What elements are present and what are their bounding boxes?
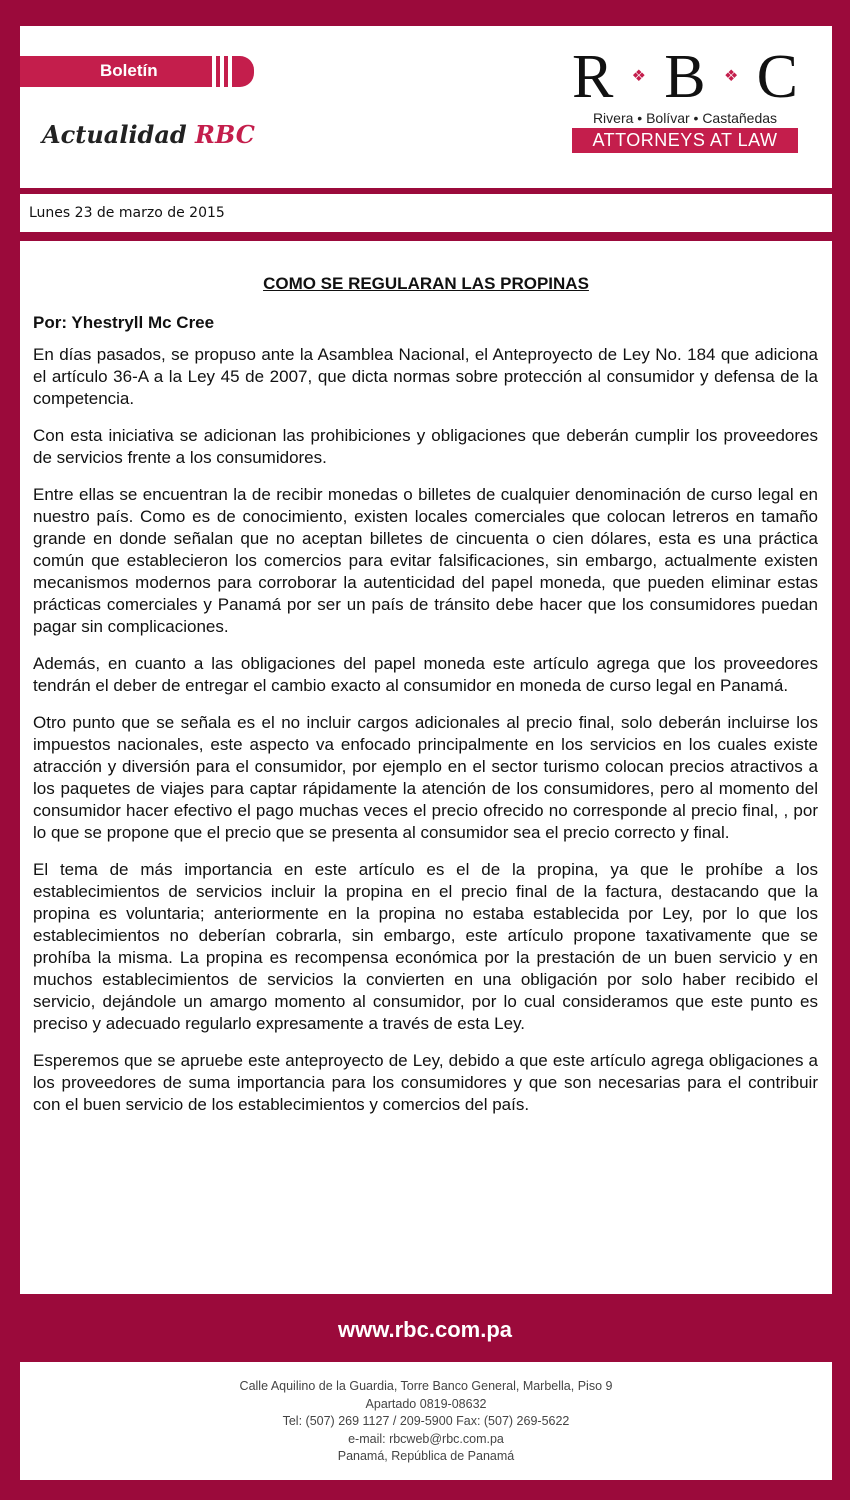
footer-email[interactable]: e-mail: rbcweb@rbc.com.pa — [348, 1431, 504, 1446]
article-title: COMO SE REGULARAN LAS PROPINAS — [263, 274, 589, 293]
contact-footer — [20, 1362, 832, 1480]
logo-letter-c: C — [756, 43, 798, 111]
logo-letter-r: R — [572, 43, 614, 111]
article-paragraph: Además, en cuanto a las obligaciones del papel moneda este artículo agrega que los proveedores tendrán el deber de entregar el cambio exacto al consumidor en moneda de curso legal en Panamá. — [33, 654, 818, 695]
rbc-logo — [572, 43, 798, 153]
article-paragraph: El tema de más importancia en este artículo es el de la propina, ya que le prohíbe a los establecimientos de servicios incluir la propina en el precio final de la factura, destacando que la propina es voluntaria; anteriormente en la propina no estaba establecida por Ley, por lo que los establecimientos no deberían cobrarla, sin embargo, este artículo propone taxativamente que se prohíba la misma. La propina es recompensa económica por la prestación de un buen servicio y en muchos establecimientos de servicios la convierten en una obligación por solo haber recibido el servicio, dejándole un amargo momento al consumidor, por lo cual consideramos que este punto es preciso y adecuado regularlo expresamente a través de esta Ley. — [33, 860, 818, 1033]
article-paragraph: Esperemos que se apruebe este anteproyecto de Ley, debido a que este artículo agrega obligaciones a los proveedores de suma importancia para los consumidores y que son necesarias para el contribuir con el buen servicio de los establecimientos y comercios del país. — [33, 1051, 818, 1114]
logo-tagline: ATTORNEYS AT LAW — [572, 128, 798, 153]
article-author: Por: Yhestryll Mc Cree — [33, 313, 215, 332]
article-body — [33, 344, 818, 1131]
footer-address: Calle Aquilino de la Guardia, Torre Banco General, Marbella, Piso 9 — [239, 1379, 613, 1393]
article-paragraph: Con esta iniciativa se adicionan las prohibiciones y obligaciones que deberán cumplir los proveedores de servicios frente a los consumidores. — [33, 426, 818, 467]
footer-apartado: Apartado 0819-08632 — [365, 1396, 487, 1411]
boletin-label: Boletín — [100, 61, 158, 80]
footer-country: Panamá, República de Panamá — [337, 1449, 515, 1463]
article-panel — [20, 241, 832, 1294]
article-paragraph: Otro punto que se señala es el no incluir cargos adicionales al precio final, solo deberán incluirse los impuestos nacionales, este aspecto va enfocado principalmente en los servicios en los cuales existe atracción y diversión para el consumidor, por ejemplo en el sector turismo colocan precios atractivos a los paquetes de viajes para captar rápidamente la atención de los consumidores, pero al momento del consumidor hacer efectivo el pago muchas veces el precio ofrecido no corresponde al precio final, , por lo que se propone que el precio que se presenta al consumidor sea el precio correcto y final. — [33, 713, 818, 842]
logo-partner-names: Rivera • Bolívar • Castañedas — [592, 110, 778, 126]
article-paragraph: Entre ellas se encuentran la de recibir monedas o billetes de cualquier denominación de curso legal en nuestro país. Como es de conocimiento, existen locales comerciales que colocan letreros en tamaño grande en donde señalan que no aceptan billetes de cincuenta o cien dólares, esta es una práctica común que establecieron los comercios para evitar falsificaciones, sin embargo, actualmente existen mecanismos modernos para corroborar la autenticidad del papel moneda, que pueden eliminar estas prácticas comerciales y Panamá por ser un país de tránsito debe hacer que los consumidores puedan pagar sin complicaciones. — [33, 485, 818, 636]
publication-date: Lunes 23 de marzo de 2015 — [29, 205, 225, 221]
dateline-bar — [20, 194, 832, 232]
newsletter-title-prefix: Actualidad — [42, 120, 187, 149]
boletin-banner — [20, 56, 254, 87]
website-link[interactable]: www.rbc.com.pa — [337, 1317, 512, 1342]
footer-phone: Tel: (507) 269 1127 / 209-5900 Fax: (507) 269-5622 — [282, 1414, 570, 1428]
article-paragraph: En días pasados, se propuso ante la Asamblea Nacional, el Anteproyecto de Ley No. 184 que adiciona el artículo 36-A a la Ley 45 de 2007, que dicta normas sobre protección al consumidor y defensa de la competencia. — [33, 345, 818, 408]
logo-diamond-icon: ❖ — [631, 68, 646, 85]
newsletter-title-brand: RBC — [195, 120, 255, 149]
newsletter-title — [42, 120, 255, 149]
newsletter-header — [20, 26, 832, 188]
logo-letter-b: B — [664, 43, 706, 111]
logo-diamond-icon: ❖ — [723, 68, 739, 85]
banner-stripes-decoration — [210, 56, 254, 87]
